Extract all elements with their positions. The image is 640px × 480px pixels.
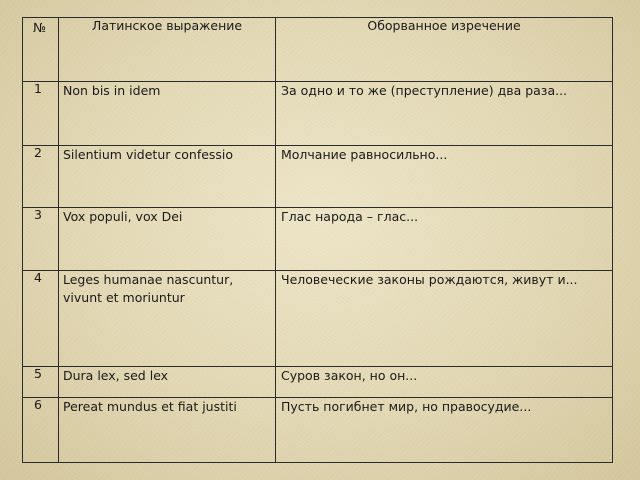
header-russian: Оборванное изречение xyxy=(367,18,521,33)
row-latin: Dura lex, sed lex xyxy=(63,368,169,383)
row-number: 5 xyxy=(34,366,42,381)
row-latin: Leges humanae nascuntur, vivunt et moriuntur xyxy=(63,272,234,305)
row-russian: Пусть погибнет мир, но правосудие... xyxy=(281,399,532,414)
row-russian: За одно и то же (преступление) два раза... xyxy=(281,83,568,98)
row-latin: Pereat mundus et fiat justiti xyxy=(63,399,237,414)
row-latin: Non bis in idem xyxy=(63,83,161,98)
row-russian: Человеческие законы рождаются, живут и... xyxy=(281,272,578,287)
row-russian: Суров закон, но он... xyxy=(281,368,418,383)
row-number: 6 xyxy=(34,397,42,412)
border-bottom xyxy=(22,462,613,463)
row-number: 4 xyxy=(34,270,42,285)
row-number: 2 xyxy=(34,145,42,160)
row-number: 1 xyxy=(34,81,42,96)
header-num: № xyxy=(33,20,47,35)
row-russian: Глас народа – глас... xyxy=(281,209,419,224)
header-latin: Латинское выражение xyxy=(91,18,243,33)
row-russian: Молчание равносильно... xyxy=(281,147,448,162)
row-number: 3 xyxy=(34,207,42,222)
row-latin: Silentium videtur confessio xyxy=(63,147,234,162)
row-latin: Vox populi, vox Dei xyxy=(63,209,183,224)
